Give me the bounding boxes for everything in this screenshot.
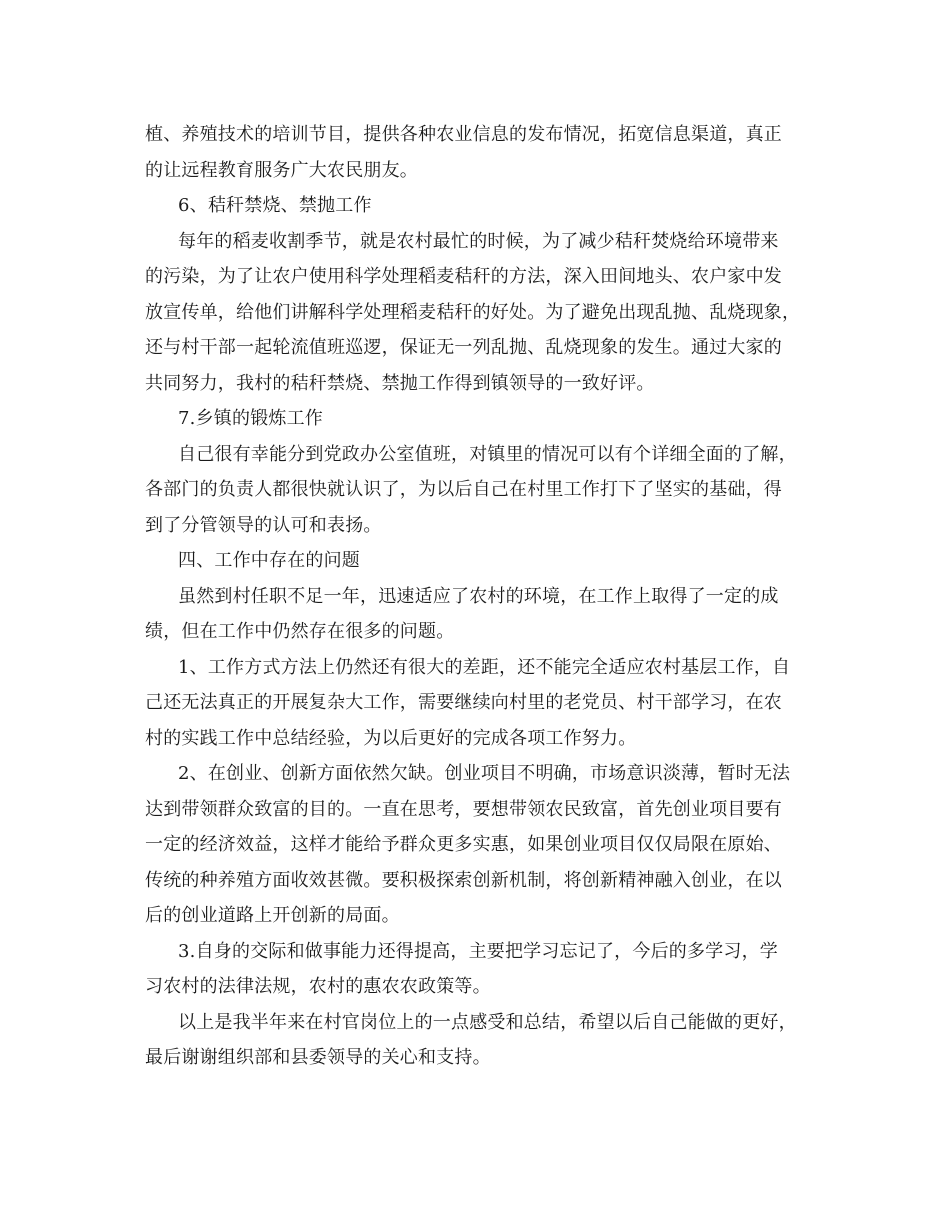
text-line: 1、工作方式方法上仍然还有很大的差距，还不能完全适应农村基层工作，自	[178, 656, 791, 678]
text-line: 自己很有幸能分到党政办公室值班，对镇里的情况可以有个详细全面的了解，	[178, 443, 797, 465]
text-line: 村的实践工作中总结经验，为以后更好的完成各项工作努力。	[145, 727, 637, 749]
text-line: 习农村的法律法规，农村的惠农农政策等。	[145, 976, 491, 997]
document-page	[145, 117, 805, 1076]
text-line: 以上是我半年来在村官岗位上的一点感受和总结，希望以后自己能做的更好，	[178, 1011, 797, 1033]
section-heading: 7.乡镇的锻炼工作	[178, 408, 323, 429]
text-line: 植、养殖技术的培训节目，提供各种农业信息的发布情况，拓宽信息渠道，真正	[145, 124, 782, 145]
text-line: 还与村干部一起轮流值班巡逻，保证无一列乱抛、乱烧现象的发生。通过大家的	[145, 337, 782, 358]
text-line: 达到带领群众致富的目的。一直在思考，要想带领农民致富，首先创业项目要有	[145, 798, 782, 820]
text-line: 各部门的负责人都很快就认识了，为以后自己在村里工作打下了坚实的基础，得	[145, 479, 782, 500]
text-line: 虽然到村任职不足一年，迅速适应了农村的环境，在工作上取得了一定的成	[178, 585, 779, 607]
text-line: 放宣传单，给他们讲解科学处理稻麦秸秆的好处。为了避免出现乱抛、乱烧现象，	[145, 301, 801, 323]
text-line: 的让远程教育服务广大农民朋友。	[145, 159, 418, 181]
section-heading: 四、工作中存在的问题	[178, 550, 360, 571]
text-line: 到了分管领导的认可和表扬。	[145, 514, 382, 536]
text-line: 传统的种养殖方面收效甚微。要积极探索创新机制，将创新精神融入创业，在以	[145, 869, 782, 891]
text-line: 共同努力，我村的秸秆禁烧、禁抛工作得到镇领导的一致好评。	[145, 372, 655, 394]
text-line: 的污染，为了让农户使用科学处理稻麦秸秆的方法，深入田间地头、农户家中发	[145, 266, 782, 287]
text-line: 己还无法真正的开展复杂大工作，需要继续向村里的老党员、村干部学习，在农	[145, 692, 782, 713]
section-heading: 6、秸秆禁烧、禁抛工作	[178, 195, 372, 216]
text-line: 每年的稻麦收割季节，就是农村最忙的时候，为了减少秸秆焚烧给环境带来	[178, 230, 779, 252]
text-line: 后的创业道路上开创新的局面。	[145, 905, 400, 926]
text-line: 一定的经济效益，这样才能给予群众更多实惠，如果创业项目仅仅局限在原始、	[145, 834, 782, 855]
text-line: 2、在创业、创新方面依然欠缺。创业项目不明确，市场意识淡薄，暂时无法	[178, 763, 791, 784]
text-line: 最后谢谢组织部和县委领导的关心和支持。	[145, 1047, 491, 1068]
text-line: 绩，但在工作中仍然存在很多的问题。	[145, 621, 455, 642]
text-line: 3.自身的交际和做事能力还得提高，主要把学习忘记了，今后的多学习，学	[178, 940, 778, 962]
